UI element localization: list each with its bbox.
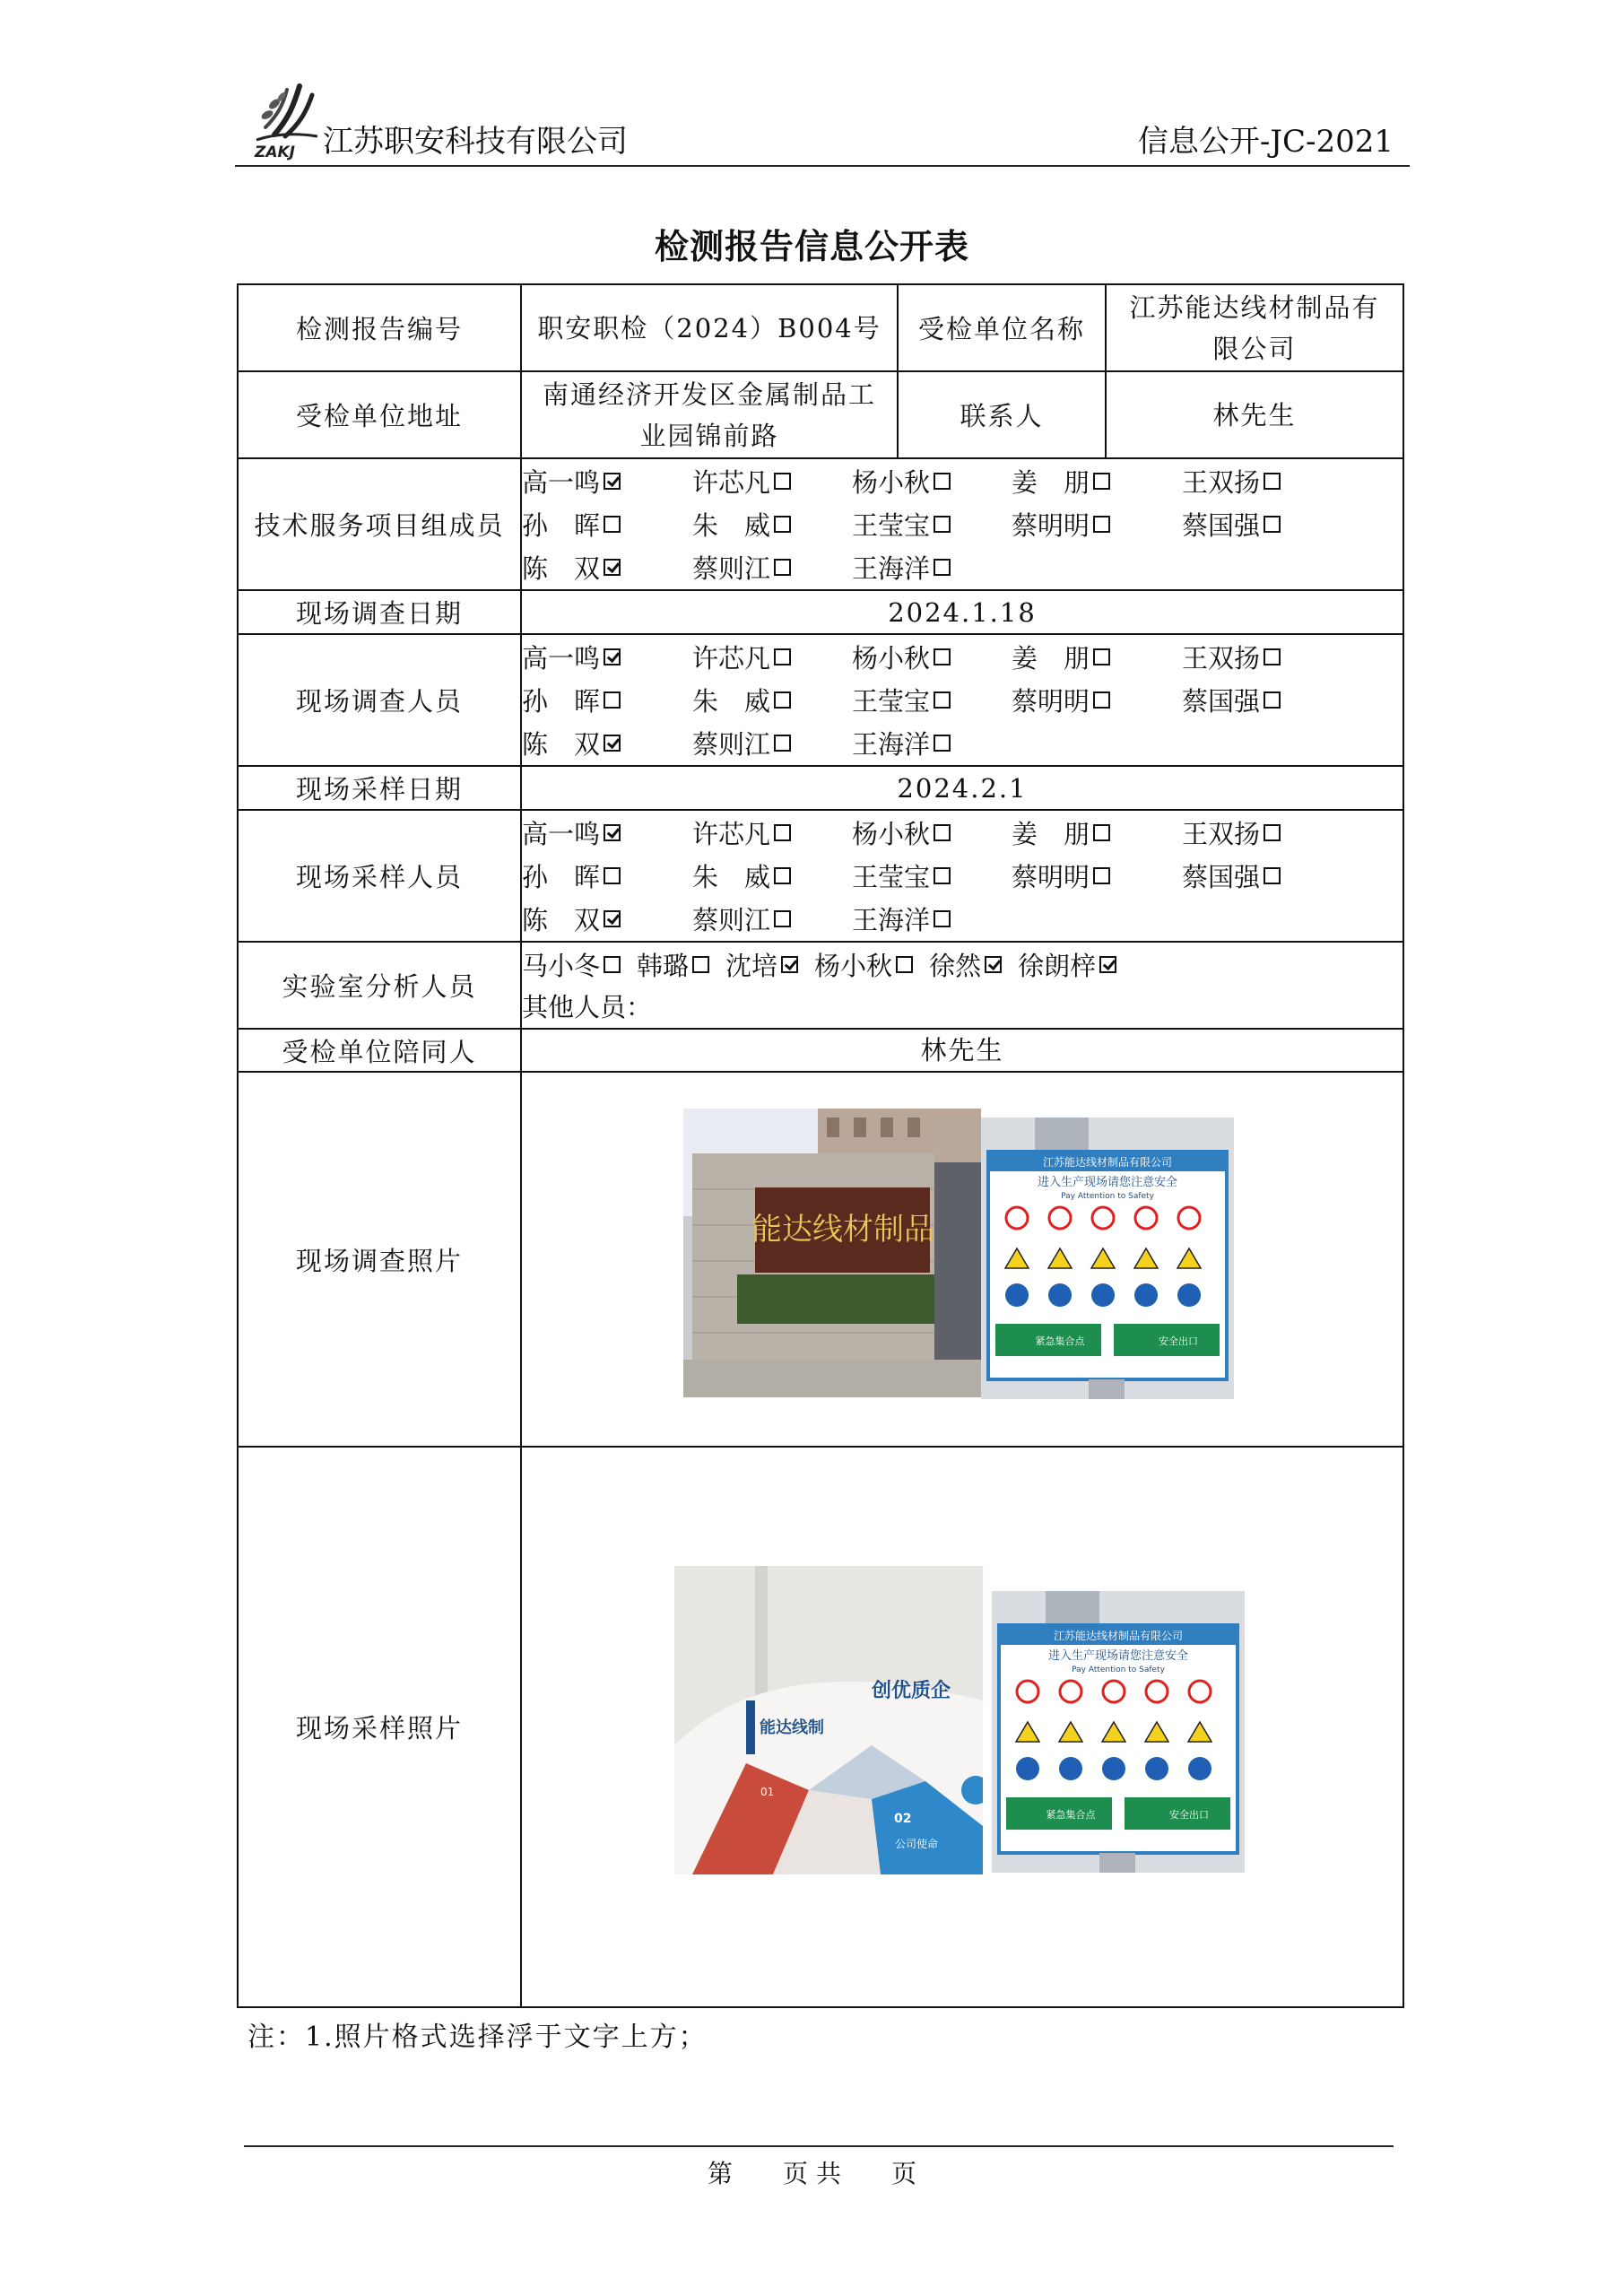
member-name: 陈 双 bbox=[522, 553, 601, 584]
member-name: 蔡明明 bbox=[1012, 510, 1090, 541]
member-checkbox[interactable] bbox=[604, 473, 621, 490]
member-checkbox[interactable] bbox=[774, 648, 791, 665]
member-name: 高一鸣 bbox=[522, 643, 601, 674]
sampling-staff-label: 现场采样人员 bbox=[238, 810, 521, 942]
member-checkbox[interactable] bbox=[1264, 824, 1281, 841]
member-name: 孙 晖 bbox=[522, 686, 601, 717]
lab-staff-checkbox[interactable] bbox=[781, 956, 798, 973]
board-title-text: 进入生产现场请您注意安全 bbox=[1047, 1649, 1189, 1663]
team-member bbox=[522, 900, 692, 937]
team-member bbox=[692, 900, 852, 937]
survey-photo-label: 现场调查照片 bbox=[238, 1072, 521, 1447]
member-checkbox[interactable] bbox=[774, 735, 791, 752]
unit-address-label: 受检单位地址 bbox=[238, 371, 521, 458]
contact-label: 联系人 bbox=[898, 371, 1106, 458]
sampling-date-value: 2024.2.1 bbox=[521, 766, 1403, 810]
footnote: 注：1.照片格式选择浮于文字上方； bbox=[248, 2022, 708, 2053]
board-company-text: 江苏能达线材制品有限公司 bbox=[1053, 1630, 1184, 1642]
contact-value: 林先生 bbox=[1106, 371, 1403, 458]
member-row bbox=[522, 855, 1403, 898]
team-members bbox=[521, 458, 1403, 590]
document-code: 信息公开-JC-2021 bbox=[1137, 124, 1394, 160]
table-row bbox=[238, 590, 1403, 634]
page-header bbox=[235, 70, 1410, 167]
member-name: 姜 朋 bbox=[1012, 643, 1090, 674]
team-member bbox=[522, 506, 692, 543]
member-checkbox[interactable] bbox=[1093, 648, 1110, 665]
lab-staff-member bbox=[1018, 946, 1116, 983]
member-name: 姜 朋 bbox=[1012, 819, 1090, 849]
team-member bbox=[852, 549, 1012, 586]
member-checkbox[interactable] bbox=[774, 559, 791, 576]
board-title-text: 进入生产现场请您注意安全 bbox=[1037, 1176, 1178, 1189]
board-exit2-text: 安全出口 bbox=[1159, 1335, 1198, 1347]
member-name: 杨小秋 bbox=[852, 467, 931, 498]
survey-staff-label: 现场调查人员 bbox=[238, 634, 521, 766]
team-member bbox=[852, 725, 1012, 761]
safety-board-photo bbox=[981, 1118, 1234, 1399]
member-row bbox=[522, 636, 1403, 679]
member-checkbox[interactable] bbox=[774, 824, 791, 841]
wall-item2-caption: 公司使命 bbox=[895, 1838, 939, 1850]
member-row bbox=[522, 503, 1403, 546]
member-name: 蔡则江 bbox=[692, 905, 771, 935]
lab-staff-member bbox=[637, 946, 709, 983]
member-name: 蔡明明 bbox=[1012, 686, 1090, 717]
member-name: 杨小秋 bbox=[852, 643, 931, 674]
safety-board-photo-2 bbox=[992, 1591, 1245, 1873]
company-name: 江苏职安科技有限公司 bbox=[323, 124, 628, 160]
table-row bbox=[238, 810, 1403, 942]
lab-staff-name: 马小冬 bbox=[522, 951, 601, 981]
member-checkbox[interactable] bbox=[604, 648, 621, 665]
member-checkbox[interactable] bbox=[934, 910, 951, 927]
member-row bbox=[522, 898, 1403, 941]
member-checkbox[interactable] bbox=[774, 691, 791, 709]
board-exit1-text: 紧急集合点 bbox=[1035, 1335, 1085, 1347]
team-label: 技术服务项目组成员 bbox=[238, 458, 521, 590]
member-checkbox[interactable] bbox=[1264, 473, 1281, 490]
member-name: 蔡国强 bbox=[1182, 862, 1261, 892]
lab-staff-checkbox[interactable] bbox=[692, 956, 709, 973]
member-checkbox[interactable] bbox=[1264, 516, 1281, 533]
team-member bbox=[522, 725, 692, 761]
sampling-photo-label: 现场采样照片 bbox=[238, 1447, 521, 2007]
lab-staff-name: 沈培 bbox=[725, 951, 778, 981]
member-name: 王莹宝 bbox=[852, 510, 931, 541]
member-name: 朱 威 bbox=[692, 510, 771, 541]
lab-other-label: 其他人员： bbox=[522, 992, 653, 1022]
team-member bbox=[1182, 814, 1342, 851]
member-name: 蔡则江 bbox=[692, 553, 771, 584]
team-member bbox=[692, 857, 852, 894]
report-number-value: 职安职检（2024）B004号 bbox=[521, 284, 898, 371]
team-member bbox=[692, 682, 852, 718]
board-subtitle-text: Pay Attention to Safety bbox=[1072, 1665, 1165, 1674]
member-checkbox[interactable] bbox=[604, 559, 621, 576]
member-name: 王双扬 bbox=[1182, 819, 1261, 849]
safety-board-image bbox=[981, 1118, 1234, 1399]
page-title: 检测报告信息公开表 bbox=[654, 227, 969, 266]
lab-staff-checkbox[interactable] bbox=[896, 956, 913, 973]
team-member bbox=[522, 549, 692, 586]
member-name: 许芯凡 bbox=[692, 819, 771, 849]
member-name: 王莹宝 bbox=[852, 862, 931, 892]
member-checkbox[interactable] bbox=[1093, 867, 1110, 884]
member-checkbox[interactable] bbox=[1264, 691, 1281, 709]
member-checkbox[interactable] bbox=[934, 648, 951, 665]
team-member bbox=[852, 506, 1012, 543]
member-name: 孙 晖 bbox=[522, 862, 601, 892]
member-checkbox[interactable] bbox=[934, 867, 951, 884]
wall-graphic-image bbox=[674, 1566, 983, 1874]
lab-staff-name: 徐然 bbox=[929, 951, 982, 981]
member-row bbox=[522, 546, 1403, 589]
sampling-staff bbox=[521, 810, 1403, 942]
wall-logo-text: 能达线制 bbox=[760, 1718, 824, 1737]
member-name: 高一鸣 bbox=[522, 467, 601, 498]
gate-plaque-photo bbox=[683, 1109, 981, 1397]
member-checkbox[interactable] bbox=[1093, 824, 1110, 841]
member-row bbox=[522, 679, 1403, 722]
member-checkbox[interactable] bbox=[934, 824, 951, 841]
member-name: 朱 威 bbox=[692, 862, 771, 892]
member-name: 蔡则江 bbox=[692, 729, 771, 760]
lab-staff-name: 徐朗梓 bbox=[1018, 951, 1097, 981]
member-checkbox[interactable] bbox=[1093, 473, 1110, 490]
team-member bbox=[1182, 463, 1342, 500]
wall-slogan-text: 创优质企 bbox=[872, 1680, 951, 1702]
member-name: 孙 晖 bbox=[522, 510, 601, 541]
unit-name-value: 江苏能达线材制品有限公司 bbox=[1106, 284, 1403, 371]
sampling-date-label: 现场采样日期 bbox=[238, 766, 521, 810]
gate-plaque-image bbox=[683, 1109, 981, 1397]
team-member bbox=[1012, 506, 1182, 543]
lab-staff-row bbox=[522, 944, 1403, 986]
member-name: 王莹宝 bbox=[852, 686, 931, 717]
team-member bbox=[522, 857, 692, 894]
team-member bbox=[1012, 639, 1182, 675]
footer-divider bbox=[244, 2145, 1394, 2147]
report-number-label: 检测报告编号 bbox=[238, 284, 521, 371]
member-name: 朱 威 bbox=[692, 686, 771, 717]
survey-staff bbox=[521, 634, 1403, 766]
lab-staff-checkbox[interactable] bbox=[604, 956, 621, 973]
board-subtitle-text: Pay Attention to Safety bbox=[1061, 1192, 1154, 1201]
lab-other-row bbox=[522, 986, 1403, 1027]
board-exit2-text: 安全出口 bbox=[1169, 1809, 1209, 1821]
lab-staff-member bbox=[522, 946, 621, 983]
lab-staff-name: 韩璐 bbox=[637, 951, 690, 981]
team-member bbox=[692, 463, 852, 500]
team-member bbox=[1012, 463, 1182, 500]
wall-item1-text: 01 bbox=[760, 1786, 775, 1798]
page-number: 第 页 共 页 bbox=[708, 2159, 916, 2188]
member-name: 陈 双 bbox=[522, 905, 601, 935]
unit-name-label: 受检单位名称 bbox=[898, 284, 1106, 371]
member-checkbox[interactable] bbox=[774, 516, 791, 533]
lab-staff-label: 实验室分析人员 bbox=[238, 942, 521, 1029]
survey-date-label: 现场调查日期 bbox=[238, 590, 521, 634]
lab-staff-name: 杨小秋 bbox=[814, 951, 893, 981]
member-checkbox[interactable] bbox=[934, 516, 951, 533]
member-name: 许芯凡 bbox=[692, 643, 771, 674]
member-row bbox=[522, 812, 1403, 855]
team-member bbox=[692, 725, 852, 761]
board-exit1-text: 紧急集合点 bbox=[1046, 1809, 1096, 1821]
lab-staff-member bbox=[725, 946, 798, 983]
team-member bbox=[1182, 506, 1342, 543]
table-row bbox=[238, 1029, 1403, 1072]
wall-graphic-photo bbox=[674, 1566, 983, 1874]
team-member bbox=[692, 814, 852, 851]
member-checkbox[interactable] bbox=[604, 867, 621, 884]
unit-address-value: 南通经济开发区金属制品工业园锦前路 bbox=[521, 371, 898, 458]
member-checkbox[interactable] bbox=[1093, 516, 1110, 533]
wall-item2-text: 02 bbox=[894, 1812, 912, 1826]
member-checkbox[interactable] bbox=[774, 473, 791, 490]
team-member bbox=[852, 463, 1012, 500]
team-member bbox=[1012, 857, 1182, 894]
member-name: 蔡国强 bbox=[1182, 510, 1261, 541]
member-checkbox[interactable] bbox=[934, 473, 951, 490]
member-name: 许芯凡 bbox=[692, 467, 771, 498]
safety-board-image-2 bbox=[992, 1591, 1245, 1873]
table-row bbox=[238, 284, 1403, 371]
member-checkbox[interactable] bbox=[604, 516, 621, 533]
member-name: 杨小秋 bbox=[852, 819, 931, 849]
lab-staff-member bbox=[814, 946, 913, 983]
survey-date-value: 2024.1.18 bbox=[521, 590, 1403, 634]
team-member bbox=[692, 549, 852, 586]
member-checkbox[interactable] bbox=[934, 691, 951, 709]
table-row bbox=[238, 634, 1403, 766]
team-member bbox=[852, 857, 1012, 894]
member-checkbox[interactable] bbox=[604, 691, 621, 709]
lab-staff-checkbox[interactable] bbox=[1099, 956, 1116, 973]
member-checkbox[interactable] bbox=[934, 559, 951, 576]
team-member bbox=[522, 639, 692, 675]
member-checkbox[interactable] bbox=[774, 867, 791, 884]
member-checkbox[interactable] bbox=[1264, 867, 1281, 884]
escort-label: 受检单位陪同人 bbox=[238, 1029, 521, 1072]
member-checkbox[interactable] bbox=[604, 735, 621, 752]
member-checkbox[interactable] bbox=[1264, 648, 1281, 665]
logo-text: ZAKJ bbox=[255, 144, 295, 161]
team-member bbox=[852, 814, 1012, 851]
member-name: 王双扬 bbox=[1182, 643, 1261, 674]
team-member bbox=[522, 814, 692, 851]
board-company-text: 江苏能达线材制品有限公司 bbox=[1042, 1156, 1173, 1169]
member-name: 高一鸣 bbox=[522, 819, 601, 849]
member-name: 王海洋 bbox=[852, 905, 931, 935]
member-checkbox[interactable] bbox=[934, 735, 951, 752]
team-member bbox=[1182, 857, 1342, 894]
member-checkbox[interactable] bbox=[1093, 691, 1110, 709]
lab-staff-checkbox[interactable] bbox=[985, 956, 1002, 973]
lab-staff-member bbox=[929, 946, 1002, 983]
member-checkbox[interactable] bbox=[604, 910, 621, 927]
team-member bbox=[522, 463, 692, 500]
team-member bbox=[852, 682, 1012, 718]
table-row bbox=[238, 458, 1403, 590]
member-checkbox[interactable] bbox=[774, 910, 791, 927]
team-member bbox=[692, 639, 852, 675]
team-member bbox=[1012, 682, 1182, 718]
member-name: 王海洋 bbox=[852, 553, 931, 584]
team-member bbox=[1182, 682, 1342, 718]
member-name: 陈 双 bbox=[522, 729, 601, 760]
gate-sign-text: 能达线材制品 bbox=[751, 1212, 934, 1248]
table-row bbox=[238, 942, 1403, 1029]
member-name: 王双扬 bbox=[1182, 467, 1261, 498]
table-row bbox=[238, 371, 1403, 458]
escort-value: 林先生 bbox=[521, 1029, 1403, 1072]
member-row bbox=[522, 722, 1403, 765]
table-row bbox=[238, 766, 1403, 810]
team-member bbox=[852, 900, 1012, 937]
member-name: 蔡明明 bbox=[1012, 862, 1090, 892]
team-member bbox=[522, 682, 692, 718]
team-member bbox=[692, 506, 852, 543]
member-name: 蔡国强 bbox=[1182, 686, 1261, 717]
member-checkbox[interactable] bbox=[604, 824, 621, 841]
member-row bbox=[522, 460, 1403, 503]
lab-staff bbox=[521, 942, 1403, 1029]
team-member bbox=[852, 639, 1012, 675]
team-member bbox=[1182, 639, 1342, 675]
member-name: 王海洋 bbox=[852, 729, 931, 760]
member-name: 姜 朋 bbox=[1012, 467, 1090, 498]
team-member bbox=[1012, 814, 1182, 851]
